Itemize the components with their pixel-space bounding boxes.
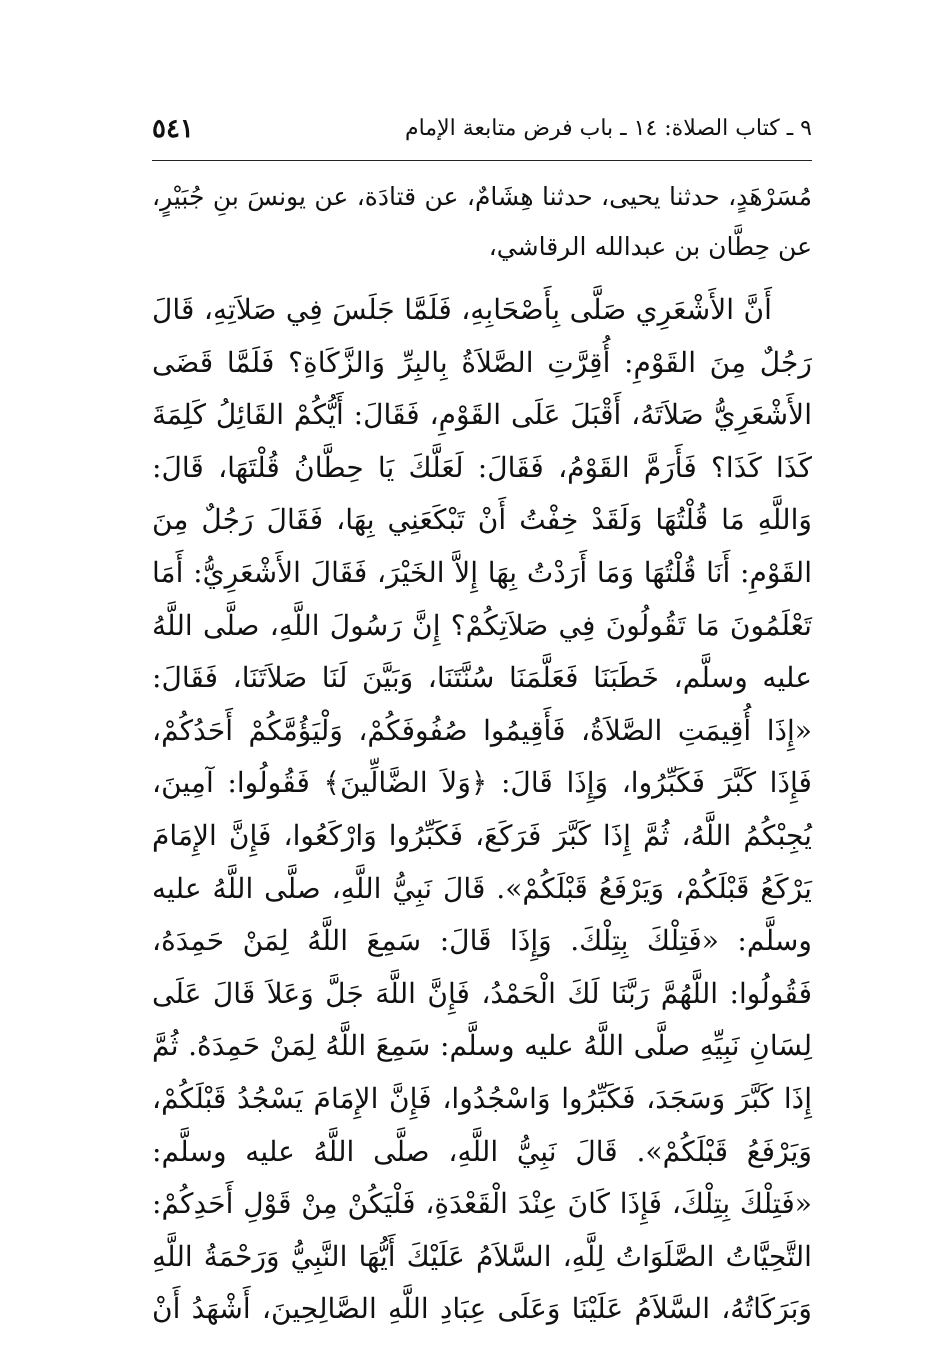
header-divider: [152, 160, 812, 161]
isnad-paragraph: مُسَرْهَدٍ، حدثنا يحيى، حدثنا هِشَامٌ، عن قتادَة، عن يونسَ بنِ جُبَيْرٍ، عن حِطَّان بن عبدالله الرقاشي،: [152, 182, 812, 261]
page-number: ٥٤١: [152, 114, 194, 144]
chapter-title: ٩ ـ كتاب الصلاة: ١٤ ـ باب فرض متابعة الإمام: [404, 116, 812, 141]
hadith-text-paragraph: أَنَّ الأَشْعَرِي صَلَّى بِأَصْحَابِهِ، فَلَمَّا جَلَسَ فِي صَلاَتِهِ، قَالَ رَجُلٌ مِنَ القَوْمِ: أُقِرَّتِ الصَّلاَةُ بِالبِرِّ وَالزَّكَاةِ؟ فَلَمَّا قَضَى الأَشْعَرِيُّ صَلاَتَهُ، أَقْبَلَ عَلَى القَوْمِ، فَقَالَ: أَيُّكُمْ القَائِلُ كَلِمَةَ كَذَا كَذَا؟ فَأَرَمَّ القَوْمُ، فَقَالَ: لَعَلَّكَ يَا حِطَّانُ قُلْتَهَا، قَالَ: وَاللَّهِ مَا قُلْتُهَا وَلَقَدْ خِفْتُ أَنْ تَبْكَعَنِي بِهَا، فَقَالَ رَجُلٌ مِنَ القَوْمِ: أَنَا قُلْتُهَا وَمَا أَرَدْتُ بِهَا إِلاَّ الخَيْرَ، فَقَالَ الأَشْعَرِيُّ: أَمَا تَعْلَمُونَ مَا تَقُولُونَ فِي صَلاَتِكُمْ؟ إِنَّ رَسُولَ اللَّهِ، صلَّى اللَّهُ عليه وسلَّم، خَطَبَنَا فَعَلَّمَنَا سُنَّتَنَا، وَبَيَّنَ لَنَا صَلاَتَنَا، فَقَالَ: «إِذَا أُقِيمَتِ الصَّلاَةُ، فَأَقِيمُوا صُفُوفَكُمْ، وَلْيَؤُمَّكُمْ أَحَدُكُمْ، فَإِذَا كَبَّرَ فَكَبِّرُوا، وَإِذَا قَالَ: ﴿وَلاَ الضَّالِّينَ﴾ فَقُولُوا: آمِينَ، يُجِبْكُمُ اللَّهُ، ثُمَّ إِذَا كَبَّرَ فَرَكَعَ، فَكَبِّرُوا وَارْكَعُوا، فَإِنَّ الإِمَامَ يَرْكَعُ قَبْلَكُمْ، وَيَرْفَعُ قَبْلَكُمْ». قَالَ نَبِيُّ اللَّهِ، صلَّى اللَّهُ عليه وسلَّم: «فَتِلْكَ بِتِلْكَ. وَإِذَا قَالَ: سَمِعَ اللَّهُ لِمَنْ حَمِدَهُ، فَقُولُوا: اللَّهُمَّ رَبَّنَا لَكَ الْحَمْدُ، فَإِنَّ اللَّهَ جَلَّ وَعَلاَ قَالَ عَلَى لِسَانِ نَبِيِّهِ صلَّى اللَّهُ عليه وسلَّم: سَمِعَ اللَّهُ لِمَنْ حَمِدَهُ. ثُمَّ إِذَا كَبَّرَ وَسَجَدَ، فَكَبِّرُوا وَاسْجُدُوا، فَإِنَّ الإِمَامَ يَسْجُدُ قَبْلَكُمْ، وَيَرْفَعُ قَبْلَكُمْ». قَالَ نَبِيُّ اللَّهِ، صلَّى اللَّهُ عليه وسلَّم: «فَتِلْكَ بِتِلْكَ، فَإِذَا كَانَ عِنْدَ الْقَعْدَةِ، فَلْيَكُنْ مِنْ قَوْلِ أَحَدِكُمْ: التَّحِيَّاتُ الصَّلَوَاتُ لِلَّهِ، السَّلاَمُ عَلَيْكَ أَيُّهَا النَّبِيُّ وَرَحْمَةُ اللَّهِ وَبَرَكَاتُهُ، السَّلاَمُ عَلَيْنَا وَعَلَى عِبَادِ اللَّهِ الصَّالِحِينَ، أَشْهَدُ أَنْ: [152, 293, 812, 1326]
running-header: [152, 112, 812, 152]
